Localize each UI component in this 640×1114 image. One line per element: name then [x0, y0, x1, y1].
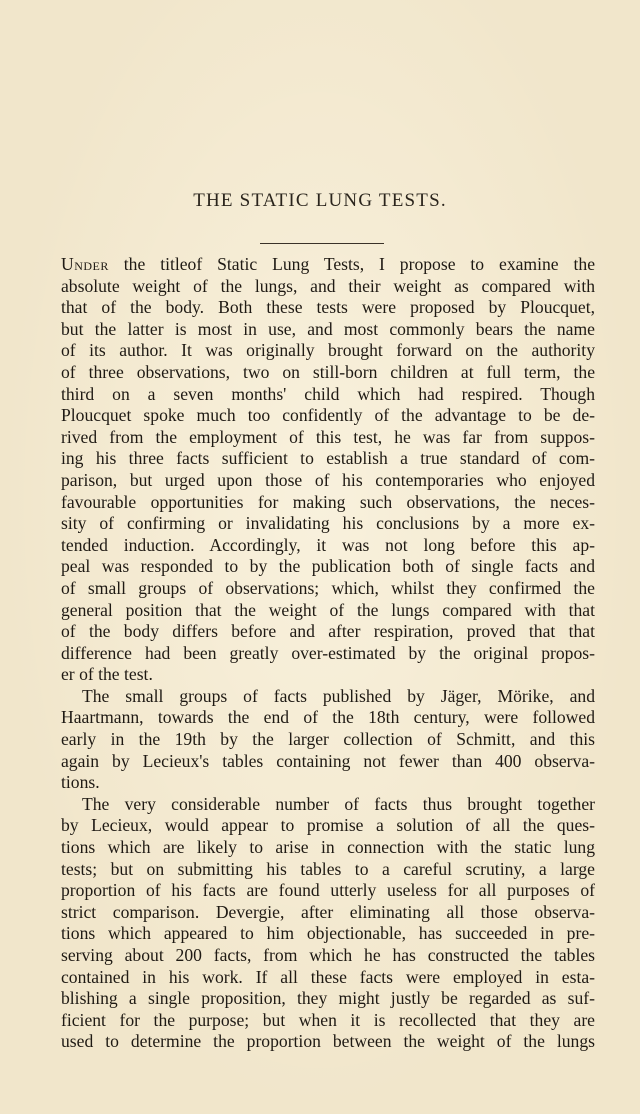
- text-line: proportion of his facts are found utterly useless for all purposes of: [61, 880, 595, 901]
- text-line: tended induction. Accordingly, it was not long before this ap-: [61, 534, 595, 555]
- text-line: Haartmann, towards the end of the 18th century, were followed: [61, 707, 595, 728]
- text-line: ing his three facts sufficient to establish a true standard of com-: [61, 448, 595, 469]
- text-line: early in the 19th by the larger collection of Schmitt, and this: [61, 729, 595, 750]
- title-rule: [260, 243, 384, 244]
- text-line: Ploucquet spoke much too confidently of the advantage to be de-: [61, 405, 595, 426]
- text-line: again by Lecieux's tables containing not fewer than 400 observa-: [61, 750, 595, 771]
- text-line: strict comparison. Devergie, after eliminating all those observa-: [61, 901, 595, 922]
- text-line: by Lecieux, would appear to promise a solution of all the ques-: [61, 815, 595, 836]
- text-line: but the latter is most in use, and most commonly bears the name: [61, 318, 595, 339]
- text-line: sity of confirming or invalidating his conclusions by a more ex-: [61, 513, 595, 534]
- text-line: contained in his work. If all these facts were employed in esta-: [61, 966, 595, 987]
- text-line: favourable opportunities for making such observations, the neces-: [61, 491, 595, 512]
- first-word: Under: [61, 254, 109, 274]
- chapter-title: THE STATIC LUNG TESTS.: [193, 190, 447, 211]
- text-line: difference had been greatly over-estimated by the original propos-: [61, 642, 595, 663]
- text-line: tions.: [61, 772, 100, 793]
- text-line: tions which are likely to arise in connection with the static lung: [61, 837, 595, 858]
- text-line: ficient for the purpose; but when it is recollected that they are: [61, 1009, 595, 1030]
- text-line: blishing a single proposition, they might justly be regarded as suf-: [61, 988, 595, 1009]
- text-line: third on a seven months' child which had respired. Though: [61, 383, 595, 404]
- text-line: of three observations, two on still-born children at full term, the: [61, 361, 595, 382]
- text-line: parison, but urged upon those of his contemporaries who enjoyed: [61, 469, 595, 490]
- text-line: that of the body. Both these tests were proposed by Ploucquet,: [61, 297, 595, 318]
- text-line: [61, 254, 595, 276]
- text-line: The small groups of facts published by Jäger, Mörike, and: [82, 685, 595, 706]
- first-line-rest: the titleof Static Lung Tests, I propose to examine the: [123, 254, 596, 274]
- text-line: tests; but on submitting his tables to a careful scrutiny, a large: [61, 858, 595, 879]
- text-line: of the body differs before and after respiration, proved that that: [61, 621, 595, 642]
- text-line: The very considerable number of facts thus brought together: [82, 793, 595, 814]
- text-line: of small groups of observations; which, whilst they confirmed the: [61, 577, 595, 598]
- text-line: absolute weight of the lungs, and their weight as compared with: [61, 275, 595, 296]
- text-line: tions which appeared to him objectionable, has succeeded in pre-: [61, 923, 595, 944]
- text-line: serving about 200 facts, from which he has constructed the tables: [61, 945, 595, 965]
- text-line: rived from the employment of this test, he was far from suppos-: [61, 426, 595, 447]
- text-line: er of the test.: [61, 664, 153, 685]
- text-line: used to determine the proportion between the weight of the lungs: [61, 1031, 595, 1052]
- text-line: general position that the weight of the lungs compared with that: [61, 599, 595, 620]
- text-line: peal was responded to by the publication both of single facts and: [61, 556, 595, 577]
- text-line: of its author. It was originally brought forward on the authority: [61, 340, 595, 361]
- body-text: [61, 254, 595, 1053]
